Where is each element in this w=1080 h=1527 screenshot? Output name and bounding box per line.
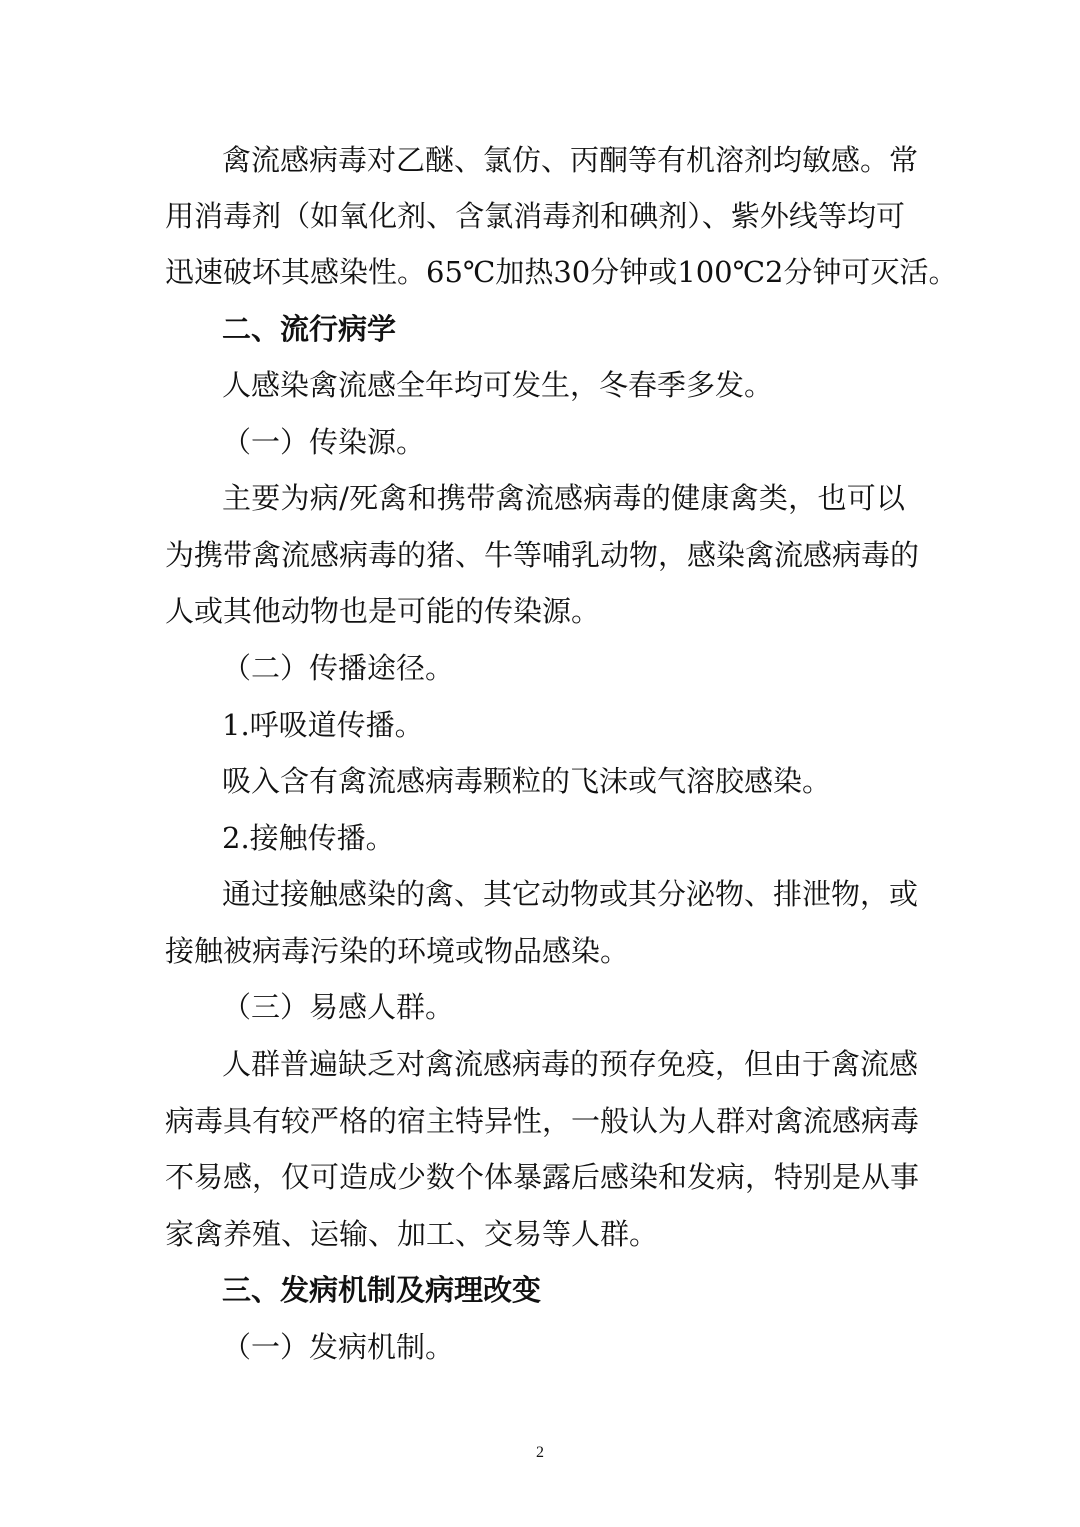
item-contact-title: 2.接触传播。 xyxy=(222,821,395,855)
paragraph-respiratory: 吸入含有禽流感病毒颗粒的飞沫或气溶胶感染。 xyxy=(222,764,832,798)
paragraph-disinfection-line: 迅速破坏其感染性。65℃加热30分钟或100℃2分钟可灭活。 xyxy=(165,255,958,289)
paragraph-season: 人感染禽流感全年均可发生，冬春季多发。 xyxy=(222,368,774,402)
subheading-infection-source: （一）传染源。 xyxy=(222,425,426,459)
paragraph-source-line: 主要为病/死禽和携带禽流感病毒的健康禽类，也可以 xyxy=(222,481,905,515)
subheading-pathogenesis-mechanism: （一）发病机制。 xyxy=(222,1330,455,1364)
paragraph-susceptible-line: 不易感，仅可造成少数个体暴露后感染和发病，特别是从事 xyxy=(165,1160,920,1194)
paragraph-source-line: 为携带禽流感病毒的猪、牛等哺乳动物，感染禽流感病毒的 xyxy=(165,538,920,572)
section-heading-pathogenesis: 三、发病机制及病理改变 xyxy=(222,1273,542,1307)
item-respiratory-title: 1.呼吸道传播。 xyxy=(222,708,424,742)
page-number: 2 xyxy=(536,1444,544,1461)
paragraph-susceptible-line: 家禽养殖、运输、加工、交易等人群。 xyxy=(165,1217,659,1251)
paragraph-contact-line: 通过接触感染的禽、其它动物或其分泌物、排泄物，或 xyxy=(222,877,919,911)
paragraph-susceptible-line: 病毒具有较严格的宿主特异性，一般认为人群对禽流感病毒 xyxy=(165,1104,920,1138)
subheading-susceptible-population: （三）易感人群。 xyxy=(222,990,455,1024)
section-heading-epidemiology: 二、流行病学 xyxy=(222,312,397,346)
paragraph-disinfection-line: 用消毒剂（如氧化剂、含氯消毒剂和碘剂）、紫外线等均可 xyxy=(165,199,905,233)
paragraph-source-line: 人或其他动物也是可能的传染源。 xyxy=(165,594,601,628)
paragraph-disinfection-line: 禽流感病毒对乙醚、氯仿、丙酮等有机溶剂均敏感。常 xyxy=(222,143,919,177)
subheading-transmission: （二）传播途径。 xyxy=(222,651,455,685)
paragraph-contact-line: 接触被病毒污染的环境或物品感染。 xyxy=(165,934,630,968)
paragraph-susceptible-line: 人群普遍缺乏对禽流感病毒的预存免疫，但由于禽流感 xyxy=(222,1047,919,1081)
